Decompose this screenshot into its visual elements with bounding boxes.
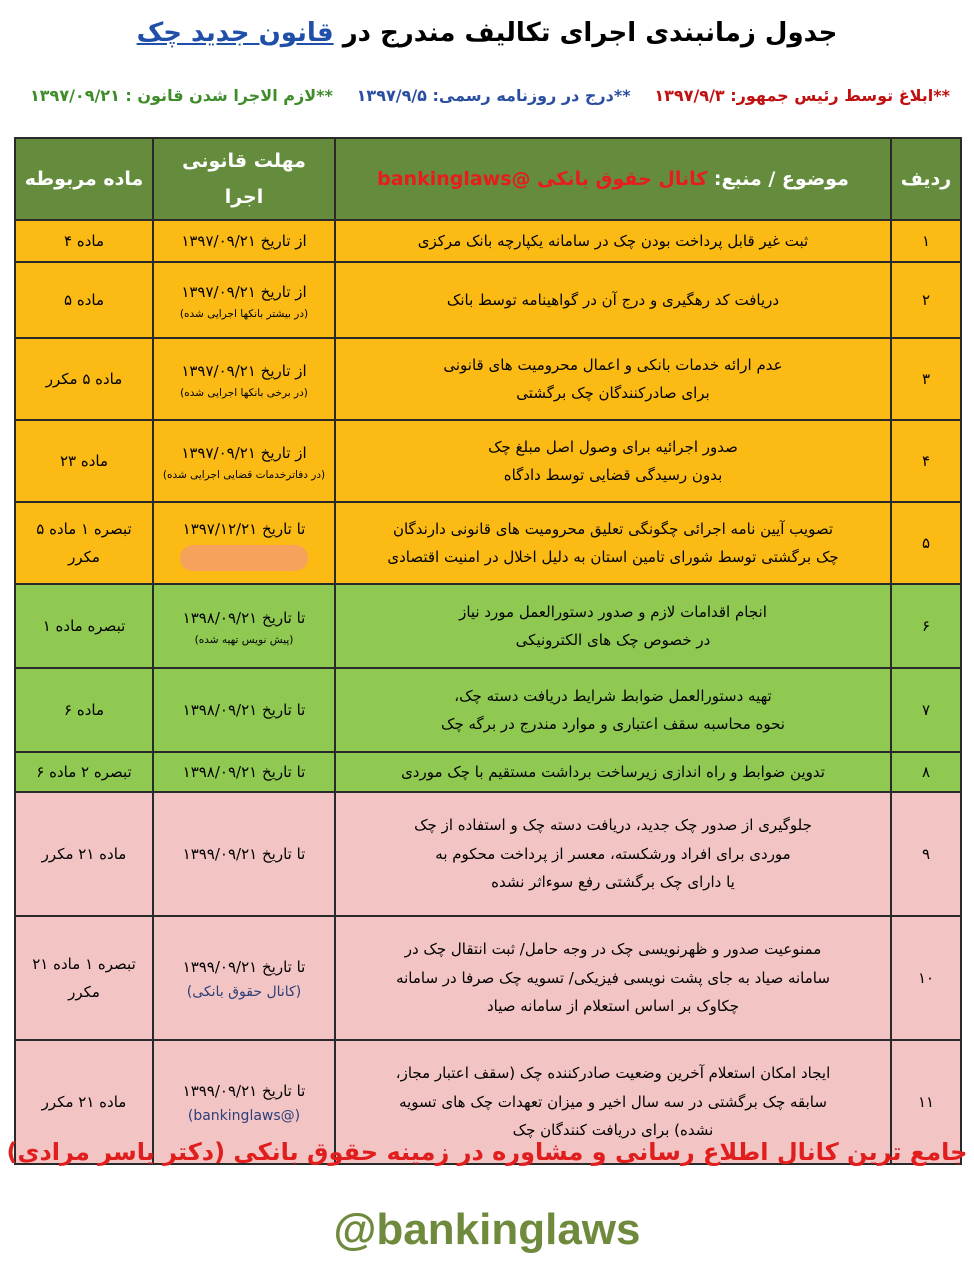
- footer-handle: @bankinglaws: [333, 1205, 641, 1254]
- subject-line: سابقه چک برگشتی در سه سال اخیر و میزان تعهدات چک های تسویه: [399, 1092, 827, 1111]
- subject-line: سامانه صیاد به جای پشت نویسی فیزیکی/ تسویه چک صرفا در سامانه: [396, 968, 830, 987]
- subject-line: جلوگیری از صدور چک جدید، دریافت دسته چک و استفاده از چک: [414, 816, 812, 835]
- subject-line: انجام اقدامات لازم و صدور دستورالعمل مورد نیاز: [459, 602, 767, 621]
- subject-line: برای صادرکنندگان چک برگشتی: [516, 384, 710, 403]
- table-row: [15, 752, 961, 792]
- header-source: کانال حقوق بانکی @bankinglaws: [377, 168, 708, 191]
- row-subject: [335, 792, 891, 916]
- row-subject: [335, 584, 891, 668]
- redacted-mark: [180, 545, 308, 571]
- deadline-note: (در برخی بانکها اجرایی شده): [180, 386, 308, 399]
- deadline-date: از تاریخ ۱۳۹۷/۰۹/۲۱: [181, 444, 307, 463]
- table-row: [15, 792, 961, 916]
- table-row: [15, 420, 961, 502]
- subject-line: چکاوک بر اساس استعلام از سامانه صیاد: [486, 997, 740, 1016]
- row-number: ۳: [891, 338, 961, 420]
- deadline-date: تا تاریخ ۱۳۹۹/۰۹/۲۱: [182, 844, 306, 863]
- row-subject: [335, 752, 891, 792]
- row-subject: [335, 338, 891, 420]
- row-subject: [335, 916, 891, 1040]
- row-number: ۵: [891, 502, 961, 584]
- header-row-number: ردیف: [891, 138, 961, 220]
- footer-tagline: جامع ترین کانال اطلاع رسانی و مشاوره در زمینه حقوق بانکی (دکتر یاسر مرادی): [6, 1138, 968, 1166]
- row-number: ۱۰: [891, 916, 961, 1040]
- subject-line: ثبت غیر قابل پرداخت بودن چک در سامانه یکپارچه بانک مرکزی: [417, 231, 809, 250]
- row-deadline: [153, 338, 335, 420]
- row-subject: [335, 502, 891, 584]
- subject-line: یا دارای چک برگشتی رفع سوءاثر نشده: [491, 873, 735, 892]
- row-number: ۱: [891, 220, 961, 262]
- row-article: تبصره ماده ۱: [15, 584, 153, 668]
- subject-line: تهیه دستورالعمل ضوابط شرایط دریافت دسته چک،: [454, 686, 772, 705]
- table-row: [15, 916, 961, 1040]
- table-row: [15, 584, 961, 668]
- subject-line: دریافت کد رهگیری و درج آن در گواهینامه توسط بانک: [446, 290, 780, 309]
- row-deadline: [153, 668, 335, 752]
- deadline-date: تا تاریخ ۱۳۹۸/۰۹/۲۱: [182, 609, 306, 628]
- deadline-note: (کانال حقوق بانکی): [186, 984, 302, 1001]
- row-deadline: [153, 584, 335, 668]
- row-subject: [335, 220, 891, 262]
- deadline-date: از تاریخ ۱۳۹۷/۰۹/۲۱: [181, 231, 307, 250]
- deadline-date: تا تاریخ ۱۳۹۸/۰۹/۲۱: [182, 700, 306, 719]
- table-row: [15, 220, 961, 262]
- deadline-note: (@bankinglaws): [187, 1108, 301, 1125]
- row-article: ماده ۵ مکرر: [15, 338, 153, 420]
- subject-line: نشده) برای دریافت کنندگان چک: [512, 1121, 714, 1140]
- row-article: ماده ۲۱ مکرر: [15, 792, 153, 916]
- table-row: [15, 262, 961, 338]
- subject-line: ممنوعیت صدور و ظهرنویسی چک در وجه حامل/ ثبت انتقال چک در: [404, 940, 822, 959]
- deadline-note: (پیش نویس تهیه شده): [194, 633, 294, 646]
- row-number: ۶: [891, 584, 961, 668]
- title-main: جدول زمانبندی اجرای تکالیف مندرج در: [342, 18, 838, 48]
- deadline-date: تا تاریخ ۱۳۹۸/۰۹/۲۱: [182, 762, 306, 781]
- dates-line: [30, 86, 950, 105]
- effective-date: **لازم الاجرا شدن قانون : ۱۳۹۷/۰۹/۲۱: [30, 86, 333, 105]
- row-article: تبصره ۱ ماده ۵ مکرر: [15, 502, 153, 584]
- row-article: ماده ۲۳: [15, 420, 153, 502]
- row-article: ماده ۲۱ مکرر: [15, 1040, 153, 1164]
- row-deadline: [153, 420, 335, 502]
- row-article: ماده ۴: [15, 220, 153, 262]
- row-deadline: [153, 220, 335, 262]
- page-title: [0, 18, 974, 48]
- schedule-table: [14, 137, 962, 1165]
- row-number: ۹: [891, 792, 961, 916]
- subject-line: تصویب آیین نامه اجرائی چگونگی تعلیق محرومیت های قانونی دارندگان: [392, 519, 834, 538]
- subject-line: صدور اجرائیه برای وصول اصل مبلغ چک: [488, 437, 738, 456]
- row-article: ماده ۶: [15, 668, 153, 752]
- header-article: ماده مربوطه: [15, 138, 153, 220]
- subject-line: تدوین ضوابط و راه اندازی زیرساخت برداشت مستقیم با چک موردی: [401, 762, 825, 781]
- row-number: ۸: [891, 752, 961, 792]
- title-highlight-link[interactable]: قانون جدید چک: [136, 18, 334, 48]
- deadline-date: تا تاریخ ۱۳۹۹/۰۹/۲۱: [182, 1081, 306, 1100]
- row-number: ۷: [891, 668, 961, 752]
- row-subject: [335, 262, 891, 338]
- deadline-date: تا تاریخ ۱۳۹۹/۰۹/۲۱: [182, 957, 306, 976]
- header-deadline: مهلت قانونی اجرا: [153, 138, 335, 220]
- deadline-date: از تاریخ ۱۳۹۷/۰۹/۲۱: [181, 283, 307, 302]
- deadline-date: از تاریخ ۱۳۹۷/۰۹/۲۱: [181, 362, 307, 381]
- subject-line: موردی برای افراد ورشکسته، معسر از پرداخت محکوم به: [435, 844, 791, 863]
- row-subject: [335, 668, 891, 752]
- subject-line: بدون رسیدگی قضایی توسط دادگاه: [503, 466, 723, 485]
- table-row: [15, 668, 961, 752]
- deadline-note: (در بیشتر بانکها اجرایی شده): [179, 307, 309, 320]
- row-article: ماده ۵: [15, 262, 153, 338]
- table-header-row: [15, 138, 961, 220]
- row-deadline: [153, 502, 335, 584]
- row-number: ۲: [891, 262, 961, 338]
- subject-line: عدم ارائه خدمات بانکی و اعمال محرومیت های قانونی: [443, 355, 783, 374]
- subject-line: ایجاد امکان استعلام آخرین وضعیت صادرکننده چک (سقف اعتبار مجاز،: [395, 1064, 831, 1083]
- row-article: تبصره ۲ ماده ۶: [15, 752, 153, 792]
- subject-line: نحوه محاسبه سقف اعتباری و موارد مندرج در برگه چک: [441, 715, 785, 734]
- row-subject: [335, 420, 891, 502]
- row-number: ۱۱: [891, 1040, 961, 1164]
- deadline-date: تا تاریخ ۱۳۹۷/۱۲/۲۱: [182, 519, 306, 538]
- subject-line: در خصوص چک های الکترونیکی: [515, 631, 711, 650]
- deadline-note: (در دفاترخدمات قضایی اجرایی شده): [162, 468, 326, 481]
- header-subject-label: موضوع / منبع:: [713, 168, 849, 191]
- row-deadline: [153, 752, 335, 792]
- notification-date: **ابلاغ توسط رئیس جمهور: ۱۳۹۷/۹/۳: [654, 86, 950, 105]
- row-deadline: [153, 792, 335, 916]
- header-subject: [335, 138, 891, 220]
- subject-line: چک برگشتی توسط شورای تامین استان به دلیل اخلال در امنیت اقتصادی: [387, 548, 839, 567]
- table-row: [15, 502, 961, 584]
- gazette-date: **درج در روزنامه رسمی: ۱۳۹۷/۹/۵: [356, 86, 631, 105]
- row-deadline: [153, 916, 335, 1040]
- row-article: تبصره ۱ ماده ۲۱ مکرر: [15, 916, 153, 1040]
- row-deadline: [153, 262, 335, 338]
- table-row: [15, 338, 961, 420]
- row-number: ۴: [891, 420, 961, 502]
